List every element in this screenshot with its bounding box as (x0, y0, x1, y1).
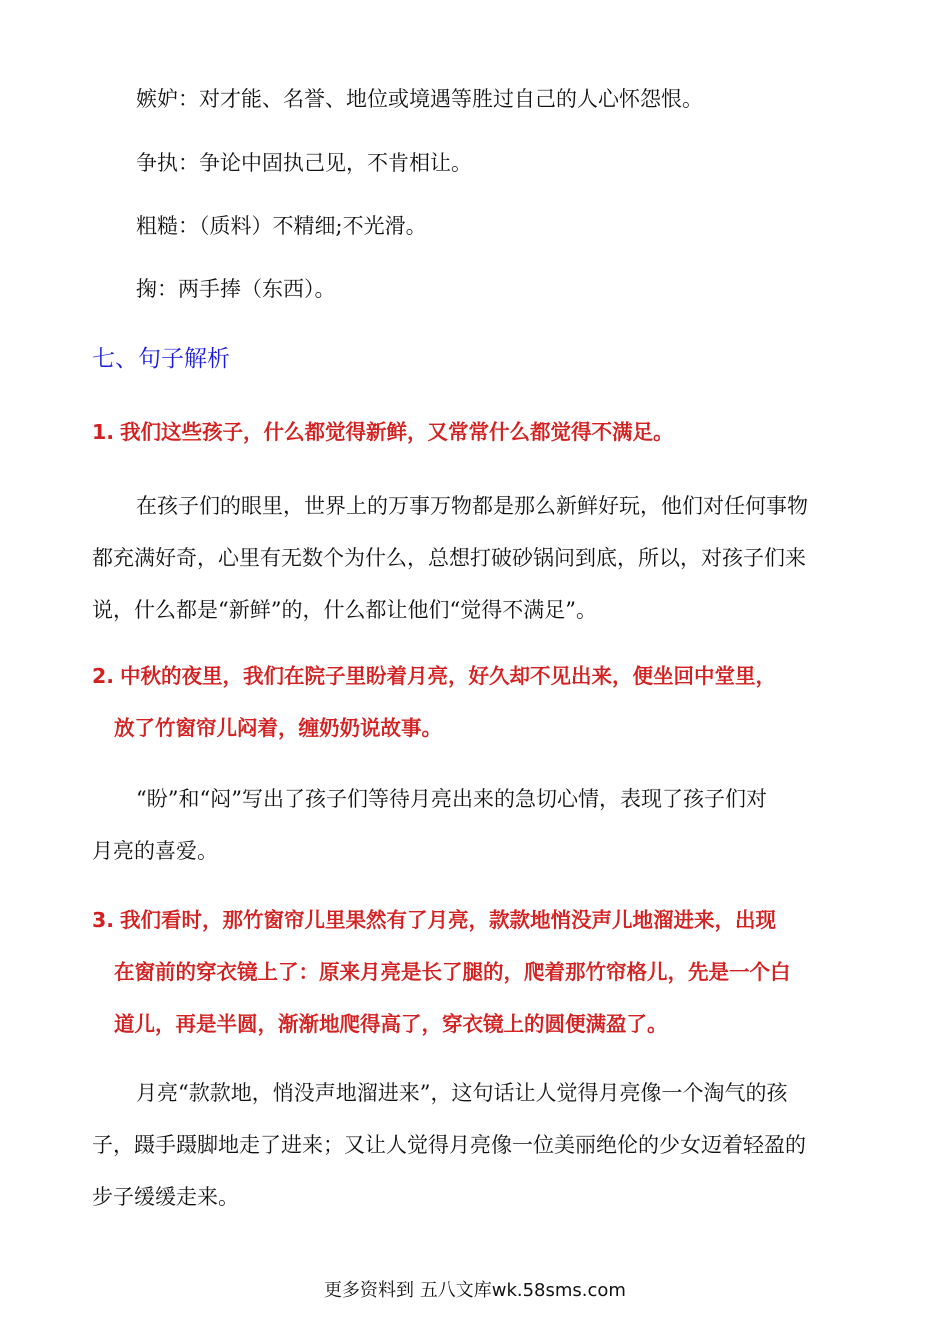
analysis-line: 说，什么都是“新鲜”的，什么都让他们“觉得不满足”。 (92, 598, 597, 622)
analysis-3 (92, 1067, 860, 1223)
analysis-1 (92, 480, 860, 636)
sentence-line: 道儿，再是半圆，渐渐地爬得高了，穿衣镜上的圆便满盈了。 (114, 1012, 668, 1036)
sentence-2 (92, 650, 864, 754)
analysis-line: 子，蹑手蹑脚地走了进来；又让人觉得月亮像一位美丽绝伦的少女迈着轻盈的 (92, 1133, 806, 1157)
analysis-line: “盼”和“闷”写出了孩子们等待月亮出来的急切心情，表现了孩子们对 (136, 787, 767, 811)
analysis-line: 月亮的喜爱。 (92, 839, 218, 863)
analysis-2 (92, 773, 860, 877)
section-title: 七、句子解析 (92, 346, 230, 372)
analysis-line: 在孩子们的眼里，世界上的万事万物都是那么新鲜好玩，他们对任何事物 (136, 494, 808, 518)
sentence-line: 我们看时，那竹窗帘儿里果然有了月亮，款款地悄没声儿地溜进来，出现 (120, 908, 776, 932)
analysis-line: 月亮“款款地，悄没声地溜进来”，这句话让人觉得月亮像一个淘气的孩 (136, 1081, 788, 1105)
analysis-line: 都充满好奇，心里有无数个为什么，总想打破砂锅问到底，所以，对孩子们来 (92, 546, 806, 570)
analysis-line: 步子缓缓走来。 (92, 1185, 239, 1209)
sentence-number: 1. (92, 420, 115, 444)
definition-cucao: 粗糙：（质料）不精细;不光滑。 (136, 214, 427, 238)
sentence-3 (92, 894, 864, 1050)
sentence-1 (92, 406, 864, 458)
sentence-line: 放了竹窗帘儿闷着，缠奶奶说故事。 (114, 716, 442, 740)
footer-source-link[interactable]: 更多资料到 五八文库wk.58sms.com (324, 1280, 626, 1301)
definition-jidu: 嫉妒：对才能、名誉、地位或境遇等胜过自己的人心怀怨恨。 (136, 87, 703, 111)
sentence-number: 2. (92, 664, 115, 688)
sentence-number: 3. (92, 908, 115, 932)
sentence-line: 在窗前的穿衣镜上了：原来月亮是长了腿的，爬着那竹帘格儿，先是一个白 (114, 960, 791, 984)
definition-ju: 掬：两手捧（东西）。 (136, 277, 336, 301)
definition-zhengzhi: 争执：争论中固执己见，不肯相让。 (136, 151, 472, 175)
sentence-line: 我们这些孩子，什么都觉得新鲜，又常常什么都觉得不满足。 (120, 420, 674, 444)
sentence-line: 中秋的夜里，我们在院子里盼着月亮，好久却不见出来，便坐回中堂里， (120, 664, 776, 688)
